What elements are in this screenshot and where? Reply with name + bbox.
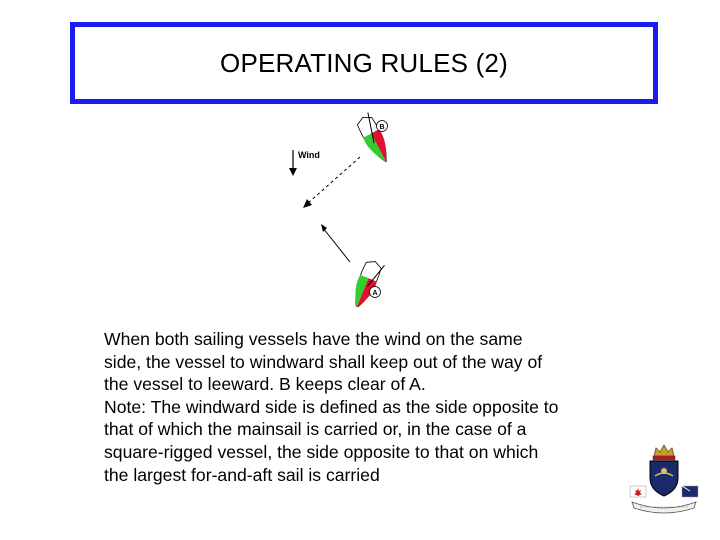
vessel-a-label: A <box>372 290 378 297</box>
rule-line: When both sailing vessels have the wind on the same <box>104 329 523 349</box>
rule-line: the vessel to leeward. B keeps clear of A. <box>104 374 426 395</box>
power-squadron-emblem-icon <box>626 442 702 516</box>
wind-label: Wind <box>298 150 320 160</box>
vessel-a <box>348 258 385 307</box>
course-track <box>303 157 360 262</box>
rule-line: the largest for-and-aft sail is carried <box>104 464 380 485</box>
rule-line: that of which the mainsail is carried or, in the case of a <box>104 419 527 440</box>
slide-title-box <box>70 22 658 104</box>
rule-line: Note: The windward side is defined as the side opposite to <box>104 396 559 417</box>
rule-line: square-rigged vessel, the side opposite to that on which <box>104 441 539 462</box>
vessel-b-label: B <box>379 124 385 131</box>
sailing-diagram <box>285 112 410 307</box>
rule-text <box>104 328 644 486</box>
slide-title: OPERATING RULES (2) <box>220 47 508 78</box>
wind-arrow-icon <box>289 150 297 176</box>
rule-line: side, the vessel to windward shall keep out of the way of <box>104 351 543 372</box>
